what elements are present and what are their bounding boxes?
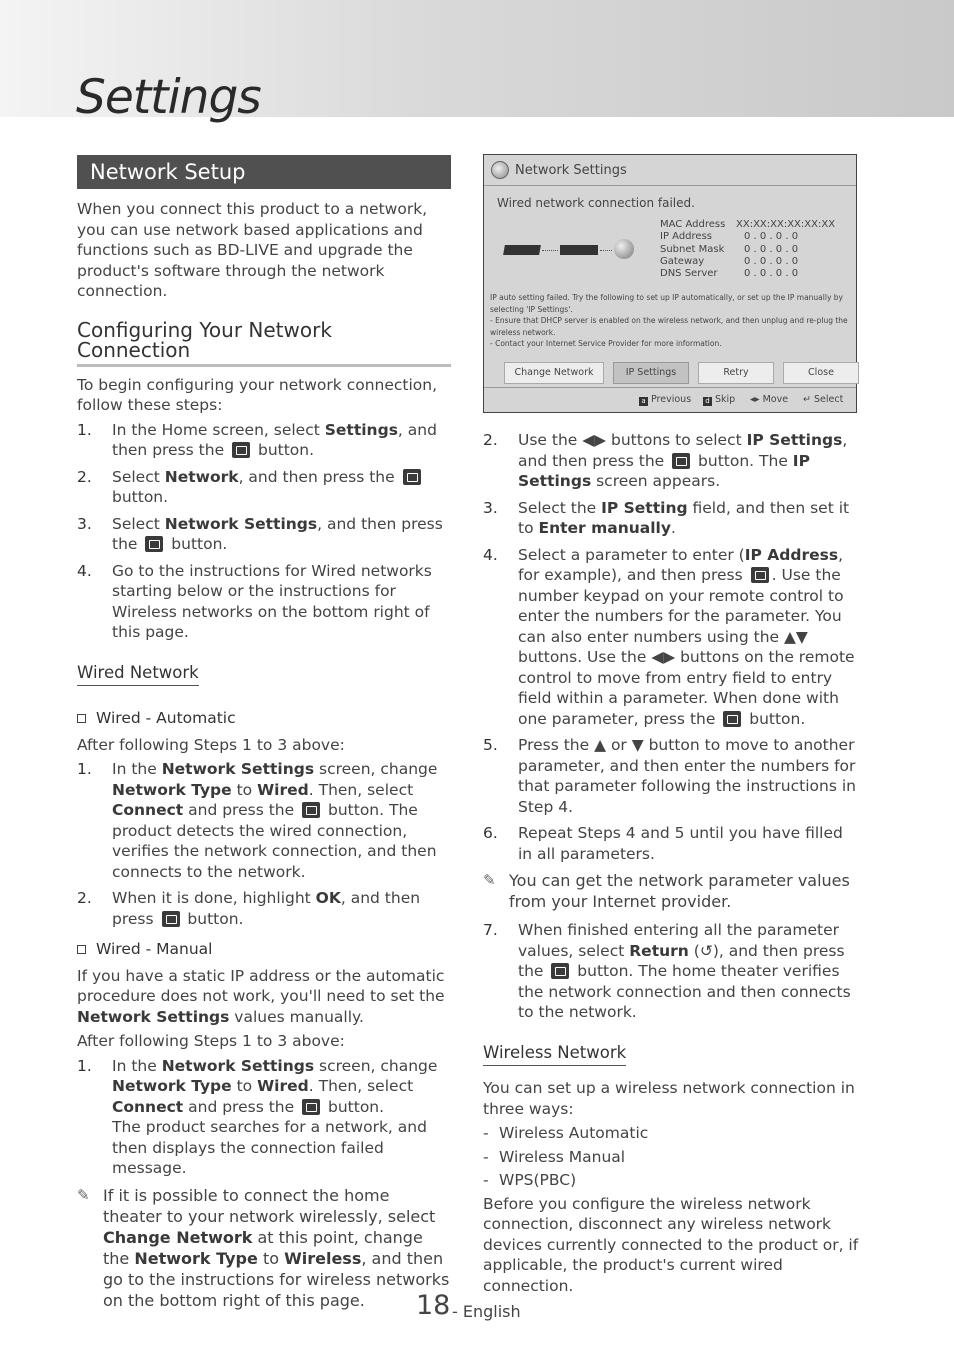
auto-after: After following Steps 1 to 3 above:: [77, 735, 345, 754]
ip-settings-button[interactable]: IP Settings: [613, 362, 689, 384]
page-title: Settings: [76, 70, 261, 125]
network-settings-screen: [483, 154, 857, 413]
a-key-icon: a: [639, 397, 648, 406]
wireless-network-heading: Wireless Network: [483, 1043, 626, 1067]
enter-icon: [162, 911, 180, 927]
wired-automatic-heading: Wired - Automatic: [77, 708, 451, 729]
internet-globe-icon: [614, 239, 634, 259]
left-right-arrows-icon: ◀▶: [651, 648, 676, 666]
footer-language: - English: [452, 1302, 521, 1321]
ip-step-3: 3. Select the IP Setting field, and then set it to Enter manually.: [483, 498, 850, 537]
wireless-way: - Wireless Manual: [483, 1147, 626, 1166]
down-arrow-icon: ▼: [631, 736, 644, 754]
move-hint: ◂▸ Move: [750, 394, 789, 405]
wireless-outro: Before you configure the wireless network connection, disconnect any wireless network devices currently connected to the product or, if applicable, the product's current wired connection.: [483, 1194, 859, 1295]
config-step-2: 2. Select Network, and then press the button.: [77, 467, 451, 508]
enter-icon: [672, 453, 690, 469]
wireless-way: - WPS(PBC): [483, 1171, 577, 1189]
router-device-icon: [560, 245, 598, 255]
ip-step-5: 5. Press the ▲ or ▼ button to move to another parameter, and then enter the numbers for that parameter following the instructions in Step 4.: [483, 736, 856, 816]
param-row: Subnet Mask 0 . 0 . 0 . 0: [660, 243, 799, 255]
manual-paragraph: If you have a static IP address or the automatic procedure does not work, you'll need to set the Network Settings values manually.: [77, 966, 445, 1026]
param-list: [660, 219, 835, 280]
previous-hint: a Previous: [639, 388, 691, 412]
enter-key-icon: ↵: [803, 394, 811, 405]
sub-heading: Configuring Your Network Connection: [77, 320, 451, 367]
param-row: IP Address 0 . 0 . 0 . 0: [660, 231, 799, 243]
screen-footer: [484, 387, 856, 412]
enter-icon: [551, 963, 569, 979]
page-number: 18: [416, 1290, 451, 1321]
return-icon: ↺: [699, 941, 713, 960]
screen-buttons: [504, 362, 868, 384]
auto-step-2: 2. When it is done, highlight OK, and then press button.: [77, 889, 421, 928]
enter-icon: [403, 469, 421, 485]
connection-diagram: [504, 239, 639, 265]
ip-step-7: 7. When finished entering all the parameter values, select Return (↺), and then press the button. The home theater verifies the network connection and then connects to the network.: [483, 921, 851, 1021]
change-network-button[interactable]: Change Network: [504, 362, 604, 384]
enter-icon: [302, 802, 320, 818]
intro-paragraph: When you connect this product to a network, you can use network based applications and functions such as BD-LIVE and upgrade the product's software through the network connection.: [77, 200, 428, 300]
fail-message: Wired network connection failed.: [497, 196, 695, 210]
enter-icon: [302, 1099, 320, 1115]
wired-manual-heading: Wired - Manual: [77, 939, 451, 960]
close-button[interactable]: Close: [783, 362, 859, 384]
param-row: MAC Address XX:XX:XX:XX:XX:XX: [660, 219, 836, 230]
up-arrow-icon: ▲: [594, 736, 607, 754]
player-device-icon: [503, 245, 541, 255]
param-row: DNS Server 0 . 0 . 0 . 0: [660, 268, 799, 280]
left-column: [77, 155, 451, 1319]
enter-icon: [723, 711, 741, 727]
up-down-arrows-icon: ▲▼: [784, 627, 808, 646]
config-step-4: 4. Go to the instructions for Wired networks starting below or the instructions for Wireless networks on the bottom right of this page.: [77, 561, 432, 641]
wireless-intro: You can set up a wireless network connection in three ways:: [483, 1079, 855, 1118]
ip-step-2: 2. Use the ◀▶ buttons to select IP Settings, and then press the button. The IP Settings screen appears.: [483, 431, 848, 490]
config-step-1: 1. In the Home screen, select Settings, and then press the button.: [77, 420, 437, 459]
pencil-icon: ✎: [77, 1185, 90, 1204]
ip-step-6: 6. Repeat Steps 4 and 5 until you have filled in all parameters.: [483, 824, 843, 863]
wireless-way: - Wireless Automatic: [483, 1124, 649, 1142]
retry-button[interactable]: Retry: [698, 362, 774, 384]
move-arrows-icon: ◂▸: [750, 394, 760, 405]
checkbox-bullet-icon: [77, 714, 86, 723]
param-row: Gateway 0 . 0 . 0 . 0: [660, 255, 799, 267]
enter-icon: [145, 536, 163, 552]
left-right-arrows-icon: ◀▶: [582, 431, 607, 449]
d-key-icon: d: [703, 397, 712, 406]
help-text: IP auto setting failed. Try the following to set up IP automatically, or set up the IP manually by selecting 'IP Settings'. - Ensure that DHCP server is enabled on the wireless network, and then unplug and re-plug the wireless network. - Contact your Internet Service Provider for more information.: [490, 293, 848, 348]
manual-step-1: 1. In the Network Settings screen, change Network Type to Wired. Then, select Connect and press the button. The product searches for a network, and then displays the connection failed message.: [77, 1056, 438, 1177]
enter-icon: [232, 442, 250, 458]
select-hint: ↵ Select: [803, 394, 844, 405]
checkbox-bullet-icon: [77, 945, 86, 954]
ip-step-4: 4. Select a parameter to enter (IP Address, for example), and then press . Use the number keypad on your remote control to enter the numbers for the parameter. You can also enter numbers using the ▲▼ buttons. Use the ◀▶ buttons on the remote control to move from entry field to entry field within a parameter. When done with one parameter, press the button.: [483, 545, 855, 728]
provider-note: ✎ You can get the network parameter values from your Internet provider.: [483, 871, 850, 911]
config-step-3: 3. Select Network Settings, and then press the button.: [77, 514, 443, 553]
wired-network-heading: Wired Network: [77, 663, 199, 687]
network-globe-icon: [491, 161, 509, 179]
right-column: [483, 430, 861, 1300]
sub-intro: To begin configuring your network connection, follow these steps:: [77, 375, 438, 414]
wireless-note: ✎ If it is possible to connect the home theater to your network wirelessly, select Change Network at this point, change the Network Type to Wireless, and then go to the instructions for wireless networks on the bottom right of this page.: [77, 1185, 450, 1310]
pencil-icon: ✎: [483, 871, 496, 889]
enter-icon: [751, 567, 769, 583]
skip-hint: d Skip: [703, 388, 735, 412]
screen-header: Network Settings: [484, 155, 856, 186]
auto-step-1: 1. In the Network Settings screen, change Network Type to Wired. Then, select Connect and press the button. The product detects the wired connection, verifies the network connection, and then connects to the network.: [77, 760, 438, 881]
manual-after: After following Steps 1 to 3 above:: [77, 1032, 345, 1050]
section-title: Network Setup: [77, 155, 451, 189]
